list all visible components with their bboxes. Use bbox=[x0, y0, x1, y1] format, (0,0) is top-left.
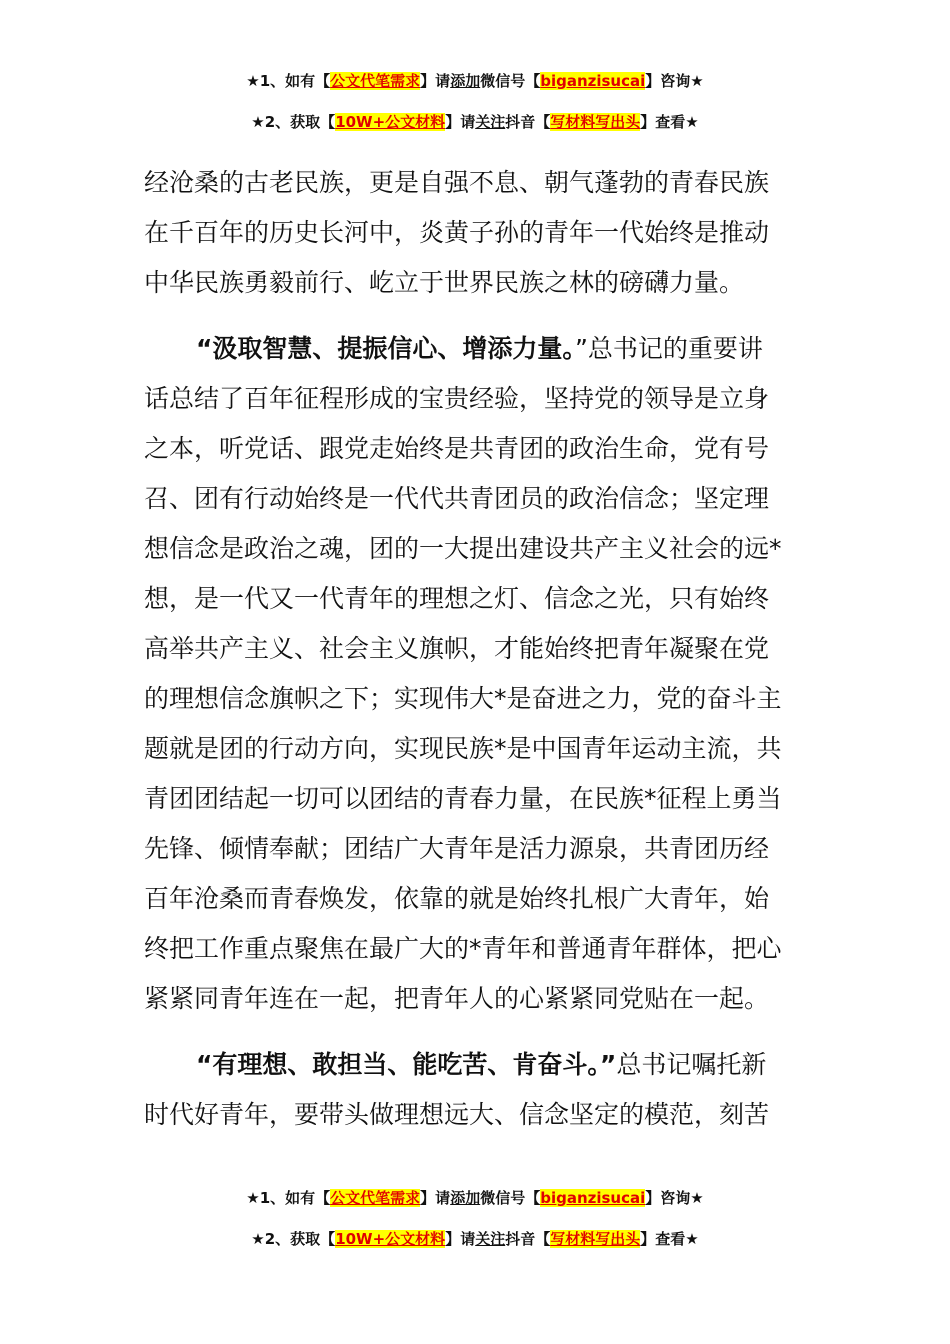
text-line: 题就是团的行动方向，实现民族*是中国青年运动主流，共 bbox=[144, 734, 782, 763]
banner-text: 】咨询★ bbox=[645, 1189, 704, 1207]
text-line: 先锋、倾情奉献；团结广大青年是活力源泉，共青团历经 bbox=[144, 834, 770, 863]
banner-underlined-text: 关注 bbox=[475, 113, 506, 131]
text-line: 想信念是政治之魂，团的一大提出建设共产主义社会的远* bbox=[144, 534, 782, 563]
text-line: 想，是一代又一代青年的理想之灯、信念之光，只有始终 bbox=[144, 584, 770, 613]
text-line: 的理想信念旗帜之下；实现伟大*是奋进之力，党的奋斗主 bbox=[144, 684, 782, 713]
banner-underlined-text: 关注 bbox=[475, 1230, 506, 1248]
banner-text: 】请 bbox=[445, 1230, 476, 1248]
banner-text: ★1、如有【 bbox=[246, 72, 331, 90]
banner-highlight: 写材料写出头 bbox=[550, 113, 641, 131]
text-line: 青团团结起一切可以团结的青春力量，在民族*征程上勇当 bbox=[144, 784, 782, 813]
header-banner-line-1 bbox=[0, 70, 950, 92]
banner-text: 】查看★ bbox=[640, 1230, 699, 1248]
banner-text: ★1、如有【 bbox=[246, 1189, 331, 1207]
text-line: 百年沧桑而青春焕发，依靠的就是始终扎根广大青年，始 bbox=[144, 884, 770, 913]
banner-text: ★2、获取【 bbox=[251, 1230, 336, 1248]
text-line: 召、团有行动始终是一代代共青团员的政治信念；坚定理 bbox=[144, 484, 770, 513]
lead-text: 总书记嘱托新 bbox=[616, 1050, 767, 1079]
bold-quote: “有理想、敢担当、能吃苦、肯奋斗。” bbox=[196, 1050, 617, 1079]
banner-highlight: biganzisucai bbox=[540, 1189, 646, 1207]
text-line: 话总结了百年征程形成的宝贵经验，坚持党的领导是立身 bbox=[144, 384, 770, 413]
banner-text: 抖音【 bbox=[505, 113, 551, 131]
banner-text: 抖音【 bbox=[505, 1230, 551, 1248]
document-body bbox=[144, 158, 808, 1140]
banner-text: 】咨询★ bbox=[645, 72, 704, 90]
text-line: 紧紧同青年连在一起，把青年人的心紧紧同党贴在一起。 bbox=[144, 984, 770, 1013]
header-banner-line-2 bbox=[0, 111, 950, 133]
banner-underlined-text: 添加 bbox=[450, 72, 481, 90]
banner-text: 】查看★ bbox=[640, 113, 699, 131]
banner-highlight: 10W+公文材料 bbox=[335, 113, 446, 131]
paragraph-lead-line bbox=[144, 1040, 808, 1090]
footer-banner-line-1 bbox=[0, 1187, 950, 1209]
banner-underlined-text: 添加 bbox=[450, 1189, 481, 1207]
banner-highlight: 公文代笔需求 bbox=[330, 1189, 421, 1207]
banner-text: 】请 bbox=[420, 72, 451, 90]
banner-highlight: biganzisucai bbox=[540, 72, 646, 90]
footer-banner-line-2 bbox=[0, 1228, 950, 1250]
banner-text: ★2、获取【 bbox=[251, 113, 336, 131]
text-line: 经沧桑的古老民族，更是自强不息、朝气蓬勃的青春民族 bbox=[144, 168, 770, 197]
text-line: 时代好青年，要带头做理想远大、信念坚定的模范，刻苦 bbox=[144, 1100, 770, 1129]
text-line: 高举共产主义、社会主义旗帜，才能始终把青年凝聚在党 bbox=[144, 634, 770, 663]
banner-text: 】请 bbox=[420, 1189, 451, 1207]
banner-text: 】请 bbox=[445, 113, 476, 131]
paragraph-lead-line bbox=[144, 324, 808, 374]
text-line: 中华民族勇毅前行、屹立于世界民族之林的磅礴力量。 bbox=[144, 268, 745, 297]
paragraph-1 bbox=[144, 158, 808, 308]
lead-text: ”总书记的重要讲 bbox=[574, 334, 763, 363]
banner-highlight: 10W+公文材料 bbox=[335, 1230, 446, 1248]
paragraph-2 bbox=[144, 324, 808, 1024]
banner-text: 微信号【 bbox=[480, 72, 541, 90]
text-line: 终把工作重点聚焦在最广大的*青年和普通青年群体，把心 bbox=[144, 934, 782, 963]
banner-text: 微信号【 bbox=[480, 1189, 541, 1207]
text-line: 之本，听党话、跟党走始终是共青团的政治生命，党有号 bbox=[144, 434, 770, 463]
banner-highlight: 写材料写出头 bbox=[550, 1230, 641, 1248]
paragraph-3 bbox=[144, 1040, 808, 1140]
bold-quote: “汲取智慧、提振信心、增添力量。 bbox=[196, 334, 575, 363]
text-line: 在千百年的历史长河中，炎黄子孙的青年一代始终是推动 bbox=[144, 218, 770, 247]
banner-highlight: 公文代笔需求 bbox=[330, 72, 421, 90]
